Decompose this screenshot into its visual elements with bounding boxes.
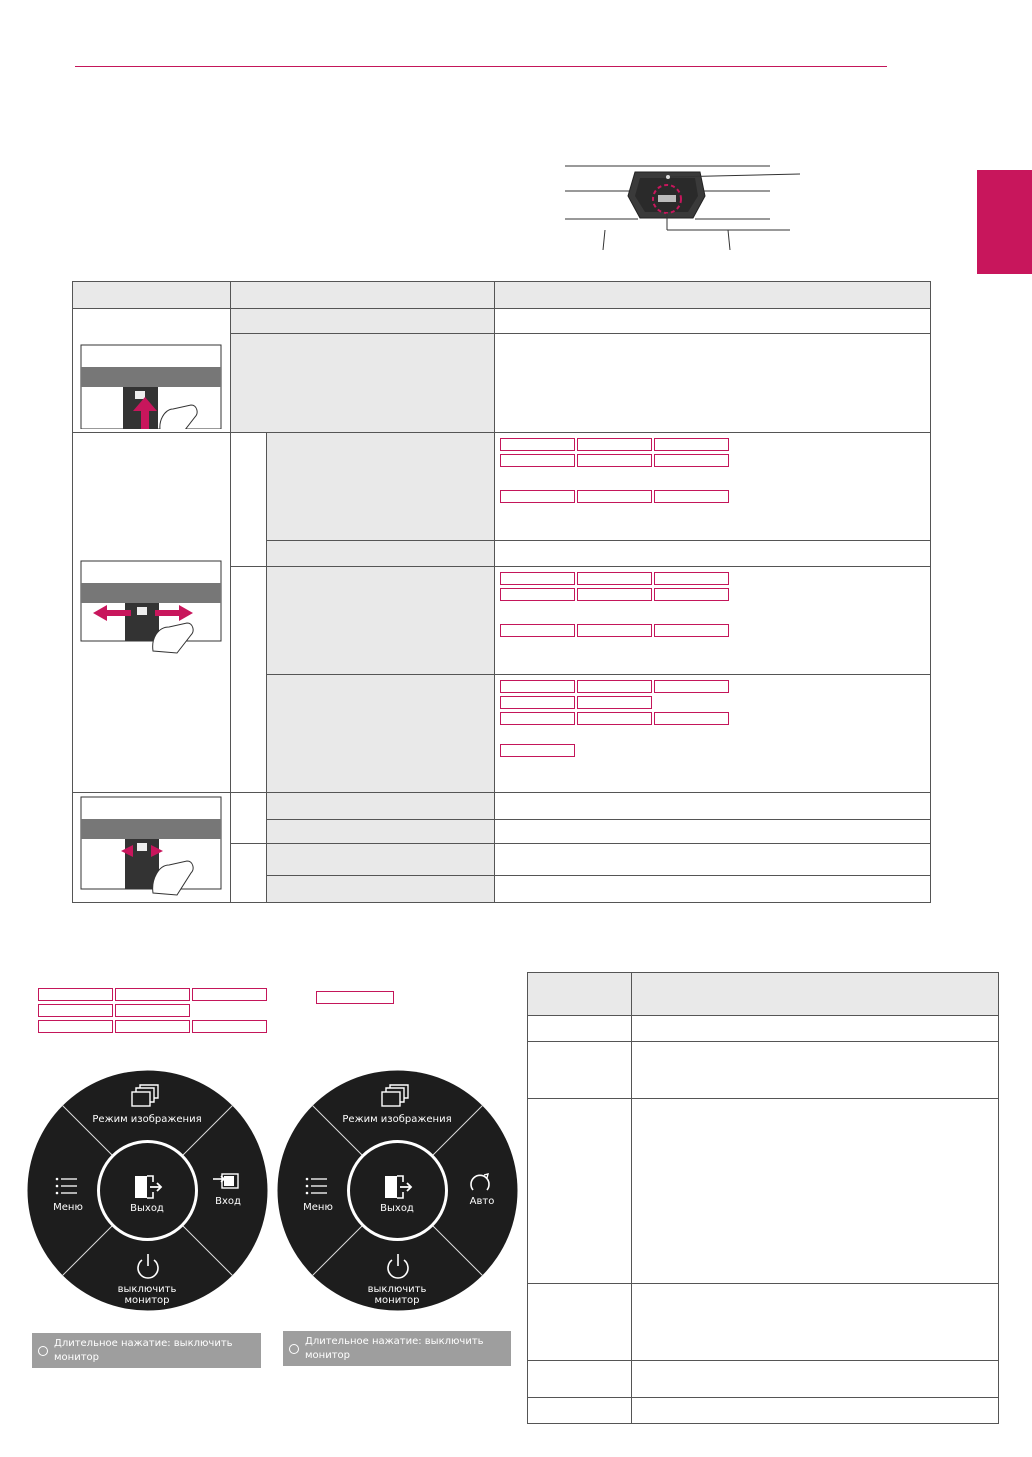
tag-group-right	[316, 991, 396, 1010]
press-up-illustration	[73, 309, 229, 429]
placeholder-tag	[577, 490, 652, 503]
table-header-cell	[528, 973, 632, 1016]
wheel-right-label[interactable]: Вход	[215, 1196, 241, 1207]
table-cell	[231, 844, 267, 903]
table-cell	[528, 1016, 632, 1042]
placeholder-tag	[500, 744, 575, 757]
long-press-hint-text: Длительное нажатие: выключить монитор	[54, 1337, 233, 1363]
power-icon[interactable]	[135, 1253, 161, 1281]
table-cell	[632, 1398, 999, 1424]
table-cell	[267, 541, 495, 567]
table-cell	[231, 309, 495, 334]
auto-icon[interactable]	[468, 1171, 492, 1195]
tag-cell	[495, 675, 931, 793]
placeholder-tag	[316, 991, 394, 1004]
monitor-button-diagram	[560, 160, 810, 260]
placeholder-tag	[577, 712, 652, 725]
menu-list-icon[interactable]	[305, 1176, 329, 1196]
placeholder-tag	[38, 988, 113, 1001]
placeholder-tag	[500, 696, 575, 709]
placeholder-tag	[577, 572, 652, 585]
placeholder-tag	[500, 572, 575, 585]
table-cell	[632, 1361, 999, 1398]
placeholder-tag	[654, 572, 729, 585]
tag-row	[500, 572, 925, 588]
table-header-cell	[495, 282, 931, 309]
table-cell	[495, 309, 931, 334]
table-cell	[632, 1016, 999, 1042]
table-cell	[231, 333, 495, 432]
move-left-right-illustration	[73, 551, 229, 671]
placeholder-tag	[654, 624, 729, 637]
placeholder-tag	[577, 438, 652, 451]
table-cell	[495, 844, 931, 876]
tag-row	[500, 454, 925, 470]
joystick-function-table	[72, 281, 931, 903]
table-cell	[231, 433, 267, 567]
table-cell	[231, 793, 267, 844]
tag-row	[500, 680, 925, 696]
placeholder-tag	[577, 588, 652, 601]
tag-cell	[495, 567, 931, 675]
wheel-bottom-label-1[interactable]: выключить	[117, 1284, 177, 1295]
wheel-menu-auto	[277, 1070, 518, 1311]
table-cell	[632, 1099, 999, 1284]
tag-row	[500, 696, 925, 712]
table-cell	[267, 675, 495, 793]
tag-cell	[495, 433, 931, 541]
press-side-illustration	[73, 793, 229, 899]
placeholder-tag	[577, 696, 652, 709]
placeholder-tag	[577, 454, 652, 467]
placeholder-tag	[500, 712, 575, 725]
table-header-cell	[73, 282, 231, 309]
tag-row	[500, 744, 925, 760]
placeholder-tag	[654, 588, 729, 601]
table-cell	[267, 567, 495, 675]
table-cell	[267, 433, 495, 541]
placeholder-tag	[500, 588, 575, 601]
placeholder-tag	[500, 490, 575, 503]
wheel-top-label[interactable]: Режим изображения	[92, 1114, 202, 1125]
table-cell	[495, 333, 931, 432]
info-circle-icon	[38, 1346, 48, 1356]
table-cell	[231, 567, 267, 793]
table-cell	[528, 1361, 632, 1398]
placeholder-tag	[500, 454, 575, 467]
menu-list-icon[interactable]	[55, 1176, 79, 1196]
language-side-tab	[977, 170, 1032, 274]
long-press-hint	[32, 1333, 261, 1368]
tag-row	[500, 588, 925, 604]
wheel-left-label[interactable]: Меню	[53, 1202, 83, 1213]
wheel-bottom-label-1[interactable]: выключить	[367, 1284, 427, 1295]
placeholder-tag	[500, 624, 575, 637]
table-header-cell	[632, 973, 999, 1016]
table-cell	[267, 820, 495, 844]
picture-mode-icon[interactable]	[380, 1084, 410, 1108]
wheel-bottom-label-2[interactable]: монитор	[124, 1295, 170, 1306]
placeholder-tag	[115, 1004, 190, 1017]
wheel-center-label[interactable]: Выход	[130, 1203, 164, 1214]
press-side-illustration-cell	[73, 793, 231, 903]
press-illustration-cell	[73, 309, 231, 433]
placeholder-tag	[115, 1020, 190, 1033]
table-cell	[495, 541, 931, 567]
tag-row	[500, 438, 925, 454]
exit-icon[interactable]	[133, 1174, 163, 1200]
placeholder-tag	[192, 988, 267, 1001]
exit-icon[interactable]	[383, 1174, 413, 1200]
placeholder-tag	[500, 438, 575, 451]
long-press-hint-text: Длительное нажатие: выключить монитор	[305, 1335, 484, 1361]
table-cell	[267, 876, 495, 903]
tag-row	[500, 624, 925, 640]
long-press-hint	[283, 1331, 511, 1366]
table-cell	[495, 820, 931, 844]
placeholder-tag	[577, 624, 652, 637]
placeholder-tag	[192, 1020, 267, 1033]
picture-mode-icon[interactable]	[130, 1084, 160, 1108]
table-cell	[495, 876, 931, 903]
wheel-center-label[interactable]: Выход	[380, 1203, 414, 1214]
wheel-left-label[interactable]: Меню	[303, 1202, 333, 1213]
wheel-right-label[interactable]: Авто	[469, 1196, 495, 1207]
table-cell	[267, 793, 495, 820]
placeholder-tag	[654, 490, 729, 503]
tag-row	[38, 1020, 298, 1036]
placeholder-tag	[654, 712, 729, 725]
table-cell	[632, 1284, 999, 1361]
tag-row	[500, 712, 925, 728]
table-cell	[528, 1042, 632, 1099]
wheel-bottom-label-2[interactable]: монитор	[374, 1295, 420, 1306]
input-icon[interactable]	[212, 1170, 242, 1192]
placeholder-tag	[38, 1004, 113, 1017]
wheel-top-label[interactable]: Режим изображения	[342, 1114, 452, 1125]
placeholder-tag	[654, 680, 729, 693]
table-cell	[528, 1398, 632, 1424]
power-icon[interactable]	[385, 1253, 411, 1281]
wheel-menu-input	[27, 1070, 268, 1311]
placeholder-tag	[115, 988, 190, 1001]
table-cell	[528, 1099, 632, 1284]
table-cell	[267, 844, 495, 876]
table-cell	[528, 1284, 632, 1361]
table-header-cell	[231, 282, 495, 309]
placeholder-tag	[654, 438, 729, 451]
tag-row	[500, 490, 925, 506]
table-cell	[495, 793, 931, 820]
header-rule	[75, 66, 887, 67]
placeholder-tag	[38, 1020, 113, 1033]
move-illustration-cell	[73, 433, 231, 793]
placeholder-tag	[577, 680, 652, 693]
placeholder-tag	[500, 680, 575, 693]
table-cell	[632, 1042, 999, 1099]
tag-group-left	[38, 988, 298, 1036]
tag-row	[38, 988, 298, 1004]
tag-row	[38, 1004, 298, 1020]
menu-description-table	[527, 972, 999, 1424]
info-circle-icon	[289, 1344, 299, 1354]
placeholder-tag	[654, 454, 729, 467]
